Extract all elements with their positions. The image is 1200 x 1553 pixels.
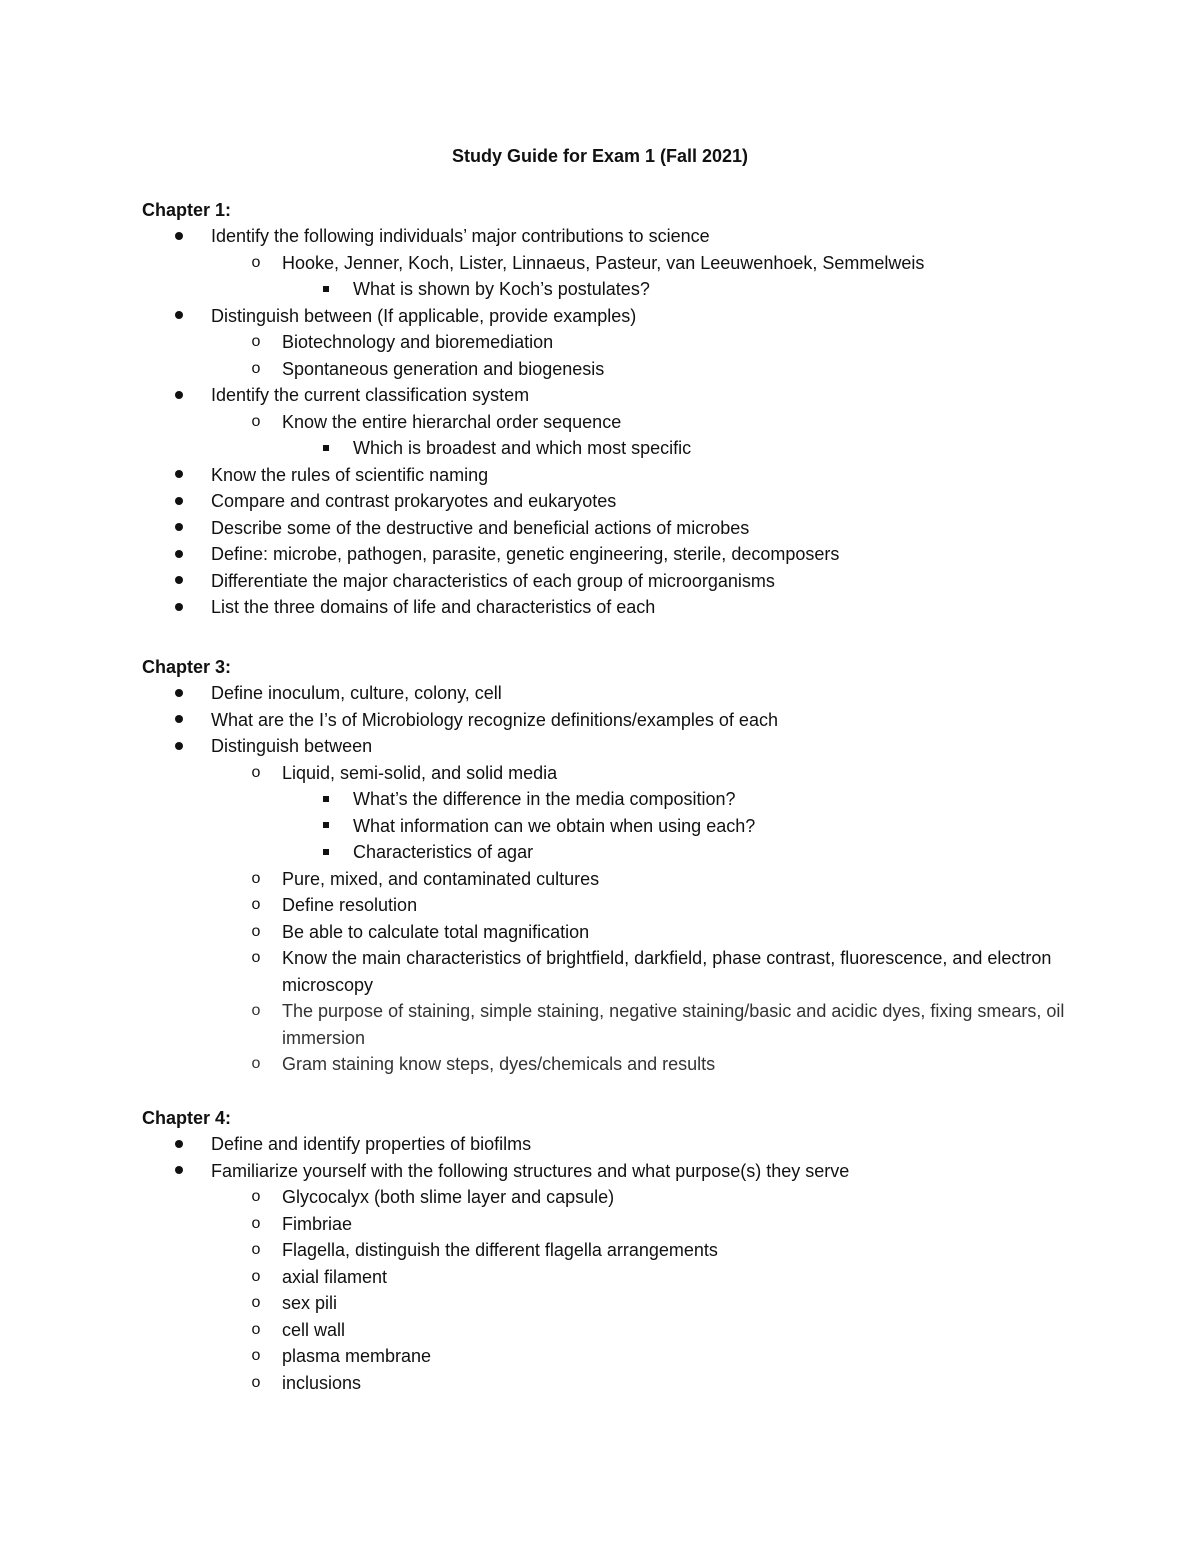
bullet-icon [169, 594, 189, 621]
chapter-4-heading: Chapter 4: [142, 1108, 232, 1128]
list-item: Distinguish between [142, 733, 1102, 760]
list-item: o Know the entire hierarchal order sequence [142, 409, 1102, 436]
list-item: Define inoculum, culture, colony, cell [142, 680, 1102, 707]
circle-bullet-icon: o [251, 1002, 261, 1019]
bullet-icon [169, 568, 189, 595]
circle-bullet-icon: o [251, 949, 261, 966]
chapter-3-heading: Chapter 3: [142, 657, 232, 677]
bullet-icon [169, 488, 189, 515]
square-bullet-icon [316, 813, 336, 840]
bullet-icon [169, 680, 189, 707]
square-bullet-icon [316, 276, 336, 303]
chapter-4-section [142, 1105, 1102, 1396]
circle-bullet-icon: o [251, 253, 261, 271]
circle-bullet-icon: o [251, 1055, 261, 1072]
list-item: Identify the following individuals’ major contributions to science [142, 223, 1102, 250]
bullet-icon [169, 515, 189, 542]
chapter-1-heading: Chapter 1: [142, 200, 232, 220]
list-item: o Liquid, semi-solid, and solid media [142, 760, 1102, 787]
circle-bullet-icon: o [251, 1214, 261, 1232]
chapter-1-list [142, 223, 1102, 621]
list-item: Familiarize yourself with the following structures and what purpose(s) they serve [142, 1158, 1102, 1185]
list-item: o Flagella, distinguish the different flagella arrangements [142, 1237, 1102, 1264]
circle-bullet-icon: o [251, 1188, 261, 1205]
square-bullet-icon [316, 786, 336, 813]
list-item: o Pure, mixed, and contaminated cultures [142, 866, 1102, 893]
circle-bullet-icon: o [251, 412, 261, 430]
list-item: Compare and contrast prokaryotes and eukaryotes [142, 488, 1102, 515]
list-item: Define: microbe, pathogen, parasite, genetic engineering, sterile, decomposers [142, 541, 1102, 568]
square-bullet-icon [316, 435, 336, 462]
list-item: Know the rules of scientific naming [142, 462, 1102, 489]
circle-bullet-icon: o [251, 1267, 261, 1285]
circle-bullet-icon: o [251, 1294, 261, 1311]
list-item: o plasma membrane [142, 1343, 1102, 1370]
list-item: o sex pili [142, 1290, 1102, 1317]
bullet-icon [169, 1158, 189, 1185]
bullet-icon [169, 303, 189, 330]
circle-bullet-icon: o [251, 763, 261, 781]
bullet-icon [169, 462, 189, 489]
list-item: Differentiate the major characteristics of each group of microorganisms [142, 568, 1102, 595]
list-item: o cell wall [142, 1317, 1102, 1344]
bullet-icon [169, 733, 189, 760]
bullet-icon [169, 707, 189, 734]
list-item: o inclusions [142, 1370, 1102, 1397]
list-item: o Define resolution [142, 892, 1102, 919]
list-item: o Gram staining know steps, dyes/chemicals and results [142, 1051, 1102, 1078]
list-item: Describe some of the destructive and beneficial actions of microbes [142, 515, 1102, 542]
list-item: o Know the main characteristics of brightfield, darkfield, phase contrast, fluorescence, and electron microscopy [142, 945, 1102, 998]
circle-bullet-icon: o [251, 869, 261, 887]
list-item: o Hooke, Jenner, Koch, Lister, Linnaeus, Pasteur, van Leeuwenhoek, Semmelweis [142, 250, 1102, 277]
list-item: List the three domains of life and characteristics of each [142, 594, 1102, 621]
bullet-icon [169, 382, 189, 409]
chapter-3-list [142, 680, 1102, 1078]
chapter-3-section [142, 654, 1102, 1078]
list-item: o Glycocalyx (both slime layer and capsule) [142, 1184, 1102, 1211]
list-item: o axial filament [142, 1264, 1102, 1291]
list-item: Define and identify properties of biofilms [142, 1131, 1102, 1158]
circle-bullet-icon: o [251, 333, 261, 350]
circle-bullet-icon: o [251, 1241, 261, 1258]
circle-bullet-icon: o [251, 922, 261, 940]
list-item: What’s the difference in the media composition? [142, 786, 1102, 813]
circle-bullet-icon: o [251, 1320, 261, 1338]
chapter-1-section [142, 197, 1102, 621]
list-item: What is shown by Koch’s postulates? [142, 276, 1102, 303]
list-item: o Biotechnology and bioremediation [142, 329, 1102, 356]
bullet-icon [169, 541, 189, 568]
list-item: Distinguish between (If applicable, provide examples) [142, 303, 1102, 330]
list-item: o The purpose of staining, simple staining, negative staining/basic and acidic dyes, fixing smears, oil immersion [142, 998, 1102, 1051]
list-item: What are the I’s of Microbiology recognize definitions/examples of each [142, 707, 1102, 734]
chapter-4-list [142, 1131, 1102, 1396]
circle-bullet-icon: o [251, 896, 261, 913]
list-item: Which is broadest and which most specific [142, 435, 1102, 462]
list-item: o Be able to calculate total magnification [142, 919, 1102, 946]
circle-bullet-icon: o [251, 1373, 261, 1391]
list-item: Characteristics of agar [142, 839, 1102, 866]
circle-bullet-icon: o [251, 1347, 261, 1364]
list-item: o Fimbriae [142, 1211, 1102, 1238]
list-item: o Spontaneous generation and biogenesis [142, 356, 1102, 383]
page-title: Study Guide for Exam 1 (Fall 2021) [451, 146, 749, 166]
square-bullet-icon [316, 839, 336, 866]
list-item: What information can we obtain when using each? [142, 813, 1102, 840]
bullet-icon [169, 1131, 189, 1158]
list-item: Identify the current classification system [142, 382, 1102, 409]
circle-bullet-icon: o [251, 359, 261, 377]
bullet-icon [169, 223, 189, 250]
